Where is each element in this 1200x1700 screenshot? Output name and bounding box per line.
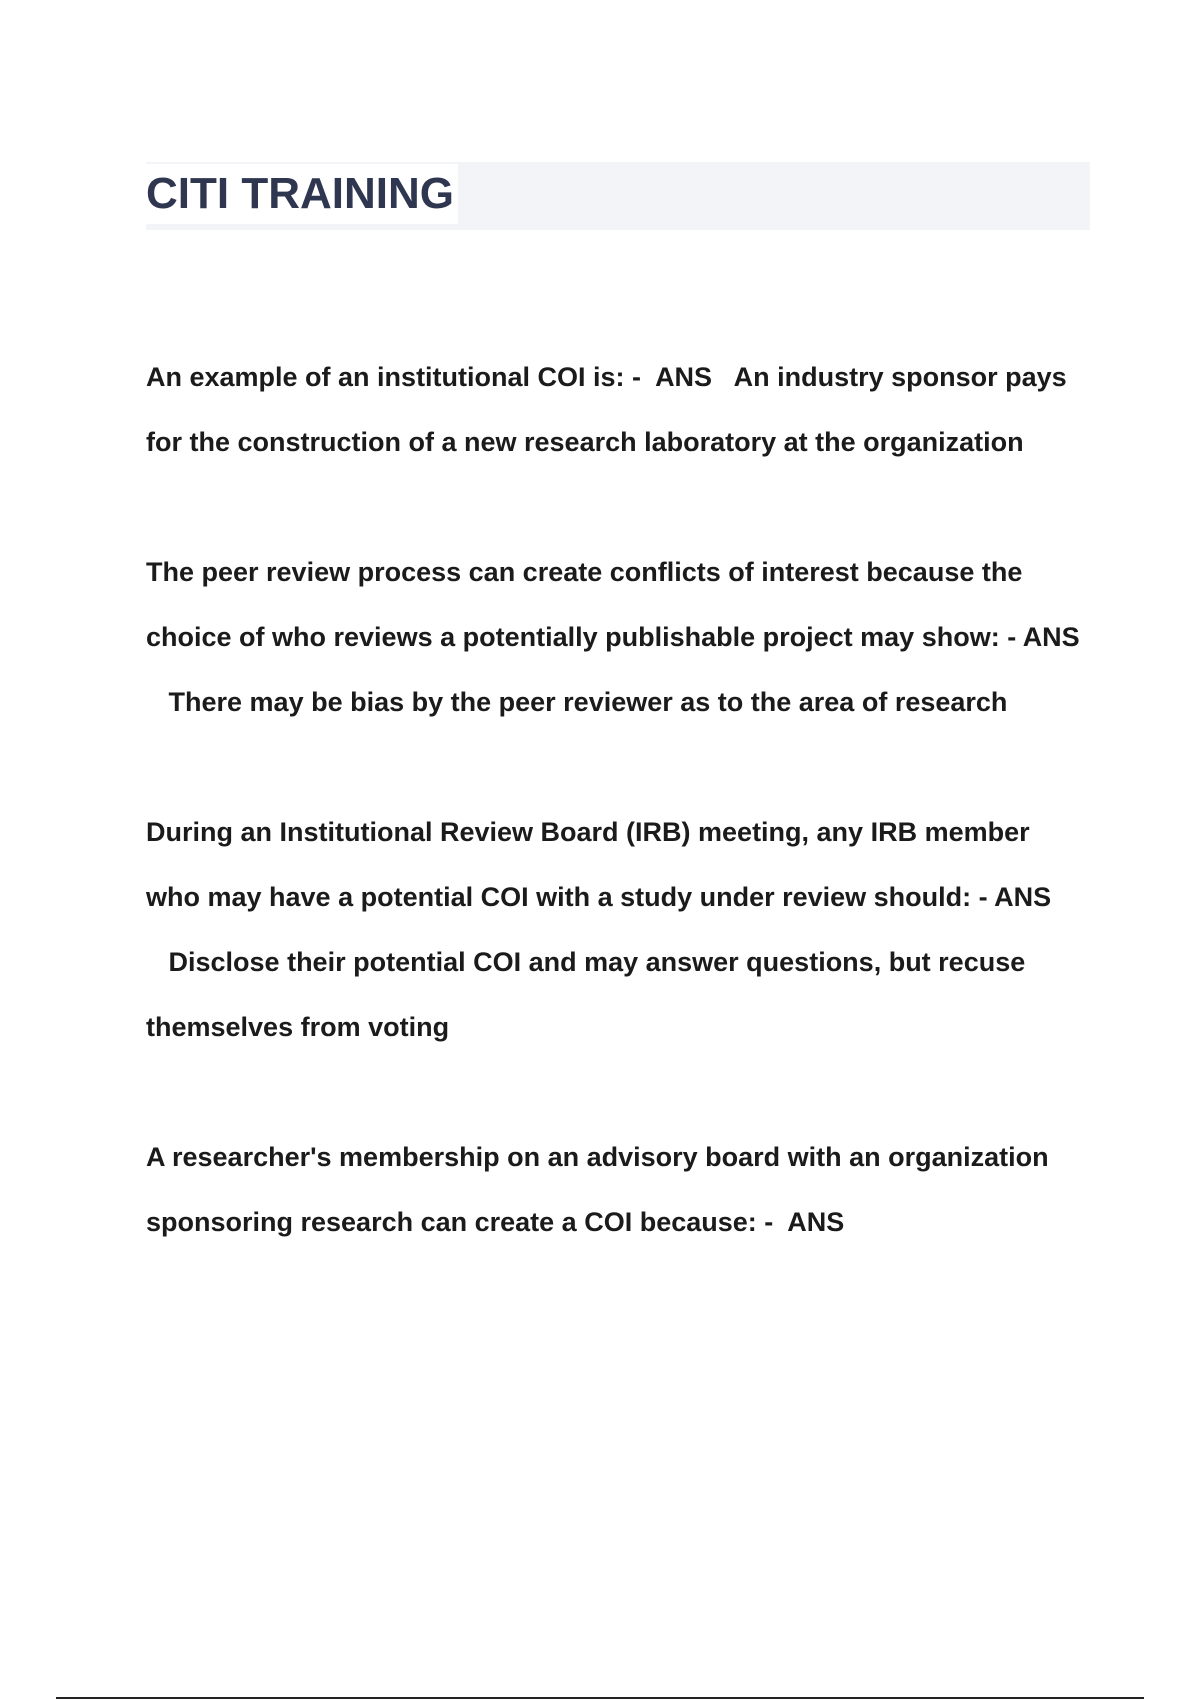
qa-item [146,1125,1086,1255]
question-text: A researcher's membership on an advisory board with an organization sponsoring research can create a COI because: - [146,1142,1049,1237]
qa-item [146,345,1086,475]
answer-label: ANS [1022,622,1080,652]
answer-text: Disclose their potential COI and may answer questions, but recuse themselves from voting [146,947,1026,1042]
answer-text: An industry sponsor pays for the construction of a new research laboratory at the organization [146,362,1067,457]
qa-item [146,800,1086,1060]
question-text: The peer review process can create conflicts of interest because the choice of who reviews a potentially publishable project may show: - [146,557,1023,652]
document-title: CITI TRAINING [146,164,458,224]
answer-label: ANS [994,882,1052,912]
qa-item [146,540,1086,735]
qa-list [146,345,1086,1255]
question-text: During an Institutional Review Board (IRB) meeting, any IRB member who may have a potential COI with a study under review should: - [146,817,1030,912]
answer-text: There may be bias by the peer reviewer as to the area of research [168,687,1008,717]
question-text: An example of an institutional COI is: - [146,362,642,392]
answer-label: ANS [787,1207,845,1237]
footer-divider [56,1697,1144,1699]
answer-label: ANS [655,362,713,392]
